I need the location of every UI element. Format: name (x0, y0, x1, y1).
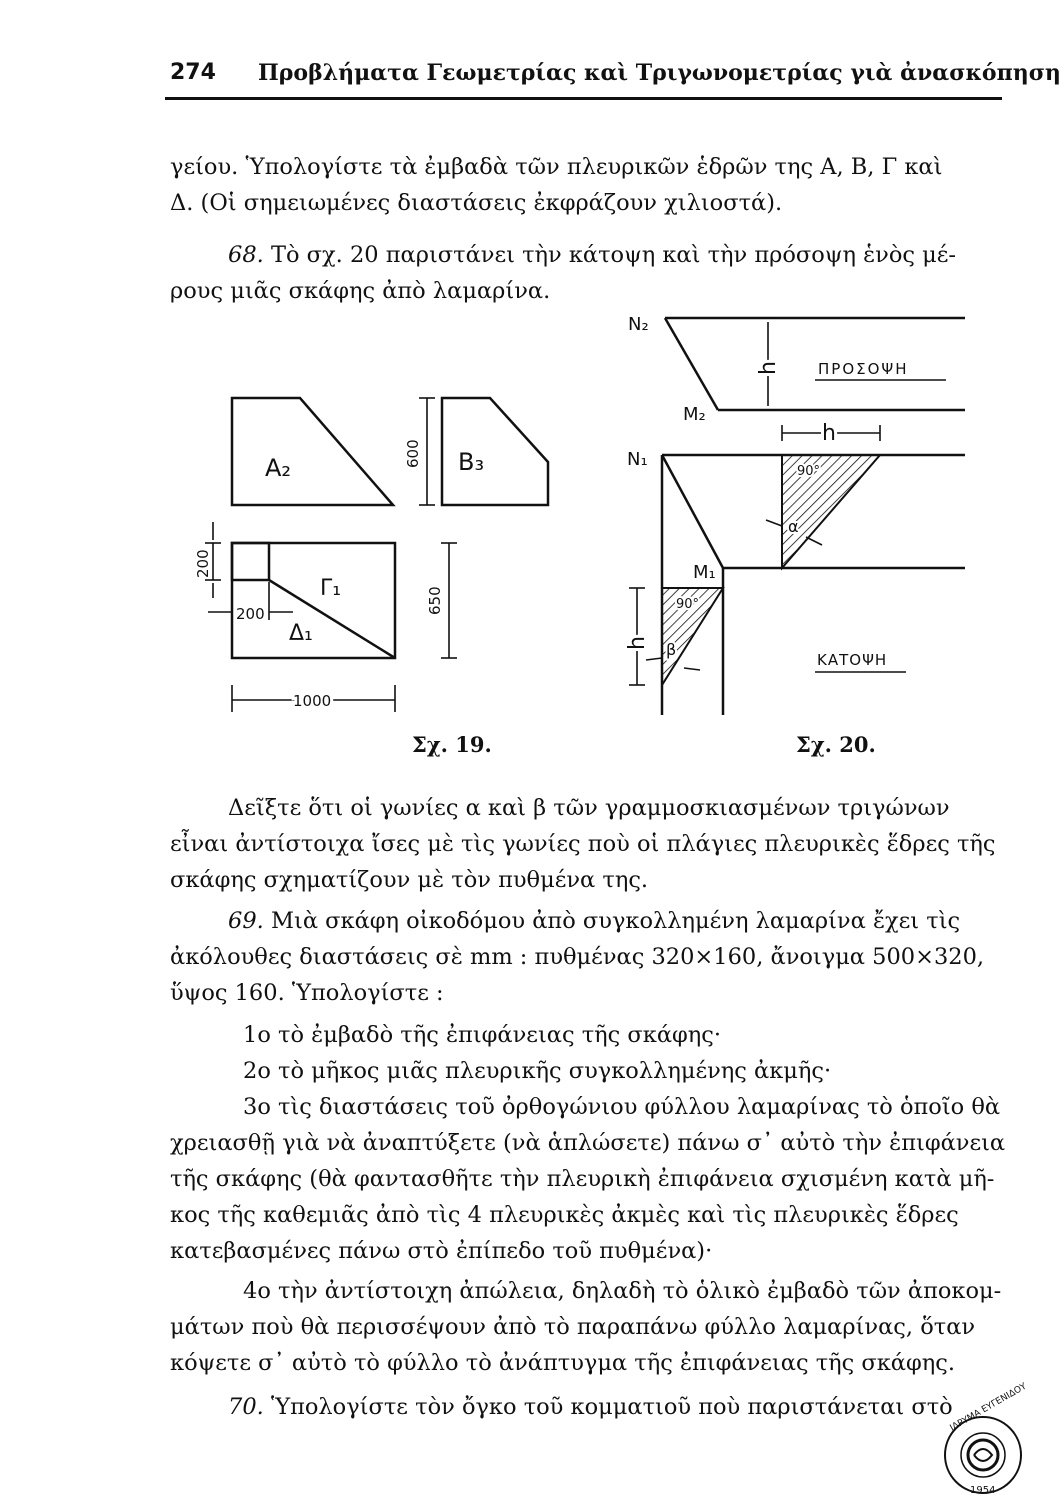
label-angle-90-top: 90° (797, 464, 821, 479)
item-3-line-1: 3ο τὶς διαστάσεις τοῦ ὀρθογώνιου φύλλου λαμαρίνας τὸ ὁποῖο θὰ (243, 1094, 1001, 1120)
problem-69-line-1 (228, 906, 960, 936)
item-4-line-3: κόψετε σ᾽ αὐτὸ τὸ φύλλο τὸ ἀνάπτυγμα τῆς ἐπιφάνειας τῆς σκάφης. (170, 1350, 955, 1376)
label-prosopsi: ΠΡΟΣΟΨΗ (818, 360, 909, 378)
problem-68-line-1 (228, 240, 956, 270)
label-katopsi: ΚΑΤΟΨΗ (817, 651, 888, 669)
item-3-line-2: χρειασθῇ γιὰ νὰ ἀναπτύξετε (νὰ ἁπλώσετε) πάνω σ᾽ αὐτὸ τὴν ἐπιφάνεια (170, 1130, 1006, 1156)
face-g1-d1 (232, 543, 395, 658)
item-3-line-5: κατεβασμένες πάνω στὸ ἐπίπεδο τοῦ πυθμένα)· (170, 1238, 713, 1264)
item-3-line-3: τῆς σκάφης (θὰ φαντασθῆτε τὴν πλευρικὴ ἐπιφάνεια σχισμένη κατὰ μῆ- (170, 1166, 995, 1192)
label-d1: Δ₁ (289, 621, 313, 646)
page-header (170, 60, 1061, 100)
problem-68-number: 68. (228, 242, 264, 268)
problem-69-line-3: ὕψος 160. Ὑπολογίστε : (170, 980, 444, 1006)
item-3-line-4: κος τῆς καθεμιᾶς ἀπὸ τὶς 4 πλευρικὲς ἀκμὲς καὶ τὶς πλευρικὲς ἕδρες (170, 1202, 959, 1228)
label-m2: M₂ (683, 404, 706, 425)
label-g1: Γ₁ (320, 576, 342, 601)
label-n2: N₂ (628, 314, 649, 335)
label-n1: N₁ (627, 449, 648, 470)
label-m1: M₁ (693, 562, 716, 583)
problem-68-text: Τὸ σχ. 20 παριστάνει τὴν κάτοψη καὶ τὴν πρόσοψη ἑνὸς μέ- (270, 242, 957, 268)
page-number: 274 (170, 60, 216, 85)
problem-70-line (228, 1392, 953, 1422)
problem-69-number: 69. (228, 908, 264, 934)
dim-600: 600 (404, 439, 422, 468)
item-4-line-2: μάτων ποὺ θὰ περισσέψουν ἀπὸ τὸ παραπάνω φύλλο λαμαρίνας, ὅταν (170, 1314, 976, 1340)
label-alpha: α (788, 517, 799, 536)
body-p1-line-1: Δεῖξτε ὅτι οἱ γωνίες α καὶ β τῶν γραμμοσκιασμένων τριγώνων (228, 795, 950, 821)
dim-200-vertical: 200 (194, 549, 212, 578)
problem-69-text: Μιὰ σκάφη οἰκοδόμου ἀπὸ συγκολλημένη λαμαρίνα ἔχει τὶς (270, 908, 961, 934)
item-4-line-1: 4ο τὴν ἀντίστοιχη ἀπώλεια, δηλαδὴ τὸ ὁλικὸ ἐμβαδὸ τῶν ἀποκομ- (243, 1278, 1002, 1304)
dim-1000: 1000 (293, 692, 332, 710)
label-angle-90-bottom: 90° (676, 597, 700, 612)
label-h-horizontal: h (822, 421, 836, 446)
problem-70-text: Ὑπολογίστε τὸν ὄγκο τοῦ κομματιοῦ ποὺ παριστάνεται στὸ (270, 1394, 953, 1420)
problem-69-line-2: ἀκόλουθες διαστάσεις σὲ mm : πυθμένας 320×160, ἄνοιγμα 500×320, (170, 944, 985, 970)
header-rule (165, 97, 1002, 100)
body-p1-line-3: σκάφης σχηματίζουν μὲ τὸν πυθμένα της. (170, 867, 649, 893)
body-p1-line-2: εἶναι ἀντίστοιχα ἴσες μὲ τὶς γωνίες ποὺ οἱ πλάγιες πλευρικὲς ἕδρες τῆς (170, 831, 996, 857)
intro-line-1: γείου. Ὑπολογίστε τὰ ἐμβαδὰ τῶν πλευρικῶν ἑδρῶν της Α, Β, Γ καὶ (170, 154, 943, 180)
figure-19-caption: Σχ. 19. (412, 732, 492, 757)
corner-square (232, 543, 269, 580)
dim-650: 650 (426, 586, 444, 615)
figure-20 (600, 300, 1020, 720)
label-beta: β (666, 640, 677, 659)
label-h-vertical-top: h (756, 361, 781, 375)
label-b3: B₃ (458, 448, 485, 476)
item-1: 1ο τὸ ἐμβαδὸ τῆς ἐπιφάνειας τῆς σκάφης· (243, 1022, 722, 1048)
foundation-stamp (938, 1381, 1029, 1497)
intro-line-2: Δ. (Οἱ σημειωμένες διαστάσεις ἐκφράζουν χιλιοστά). (170, 190, 783, 216)
running-title: Προβλήματα Γεωμετρίας καὶ Τριγωνομετρίας γιὰ ἀνασκόπηση (258, 60, 1061, 86)
problem-70-number: 70. (228, 1394, 264, 1420)
label-h-vertical-bottom: h (625, 636, 650, 650)
label-a2: A₂ (265, 454, 292, 482)
stamp-year: 1954 (970, 1485, 996, 1496)
face-a2 (232, 398, 393, 505)
item-2: 2ο τὸ μῆκος μιᾶς πλευρικῆς συγκολλημένης ἀκμῆς· (243, 1058, 832, 1084)
dim-200-horizontal: 200 (236, 605, 265, 623)
stamp-text: ΙΔΡΥΜΑ ΕΥΓΕΝΙΔΟΥ (948, 1381, 1029, 1434)
figure-19 (180, 385, 570, 765)
figure-20-caption: Σχ. 20. (796, 732, 876, 757)
problem-68-line-2: ρους μιᾶς σκάφης ἀπὸ λαμαρίνα. (170, 278, 551, 304)
